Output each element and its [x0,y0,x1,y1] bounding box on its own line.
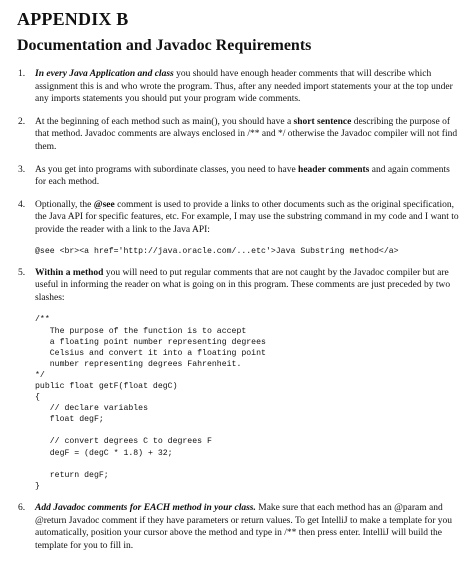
list-item [17,164,459,189]
item-body-text: and again comments for each method. [35,164,450,188]
code-line: return degF; [35,470,109,480]
item-body-text: you should have enough header comments that will describe which assignment this is and who wrote the program. Thus, after any needed import statements your at the top under any imports statements you should put your program wide comments. [35,69,453,105]
item-number: 5. [18,267,26,278]
item-body-text: you will need to put regular comments that are not caught by the Javadoc compiler but are useful in informing the reader on what is going on in this program. These comments are just preceded by two slashes: [35,267,451,303]
list-item [17,199,459,257]
list-item [17,267,459,492]
code-line: Celsius and convert it into a floating point [35,348,266,358]
item-emphasis-text: @see [93,199,115,210]
appendix-heading: APPENDIX B [17,9,129,29]
item-emphasis-text: short sentence [293,116,352,127]
list-item [17,502,459,552]
code-line: // convert degrees C to degrees F [35,437,212,447]
code-line: public float getF(float degC) [35,381,178,391]
code-line: degF = (degC * 1.8) + 32; [35,448,173,458]
item-body-text: Make sure that each method has an @param and @return Javadoc comment if they have parameters or return values. To get IntelliJ to make a template for you automatically, position your cursor above the method and type in /** then press enter. IntelliJ will build the template for you to fill in. [35,502,453,551]
item-number: 6. [18,502,26,513]
item-lead-text: Within a method [35,267,104,278]
list-item [17,116,459,154]
requirements-list [17,68,459,552]
code-line: } [35,481,40,491]
code-line: float degF; [35,415,104,425]
item-lead-text: Add Javadoc comments for EACH method in your class. [35,502,256,513]
item-number: 2. [18,116,26,127]
item-body-text: As you get into programs with subordinate classes, you need to have [35,164,299,175]
code-line [35,425,459,436]
code-line: // declare variables [35,404,149,414]
item-body-text: comment is used to provide a links to other documents such as the original specification, the Java API for specific features, etc. For example, I may use the substring command in my code and I want to provide the reader with a link to the Java API: [35,199,459,235]
list-item [17,68,459,106]
item-body-text: describing the purpose of that method. Javadoc comments are always enclosed in /** and */ otherwise the Javadoc compiler will not find them. [35,116,458,152]
code-line: The purpose of the function is to accept [35,326,247,336]
document-page [17,8,459,562]
code-line: /** [35,315,50,325]
item-body-text: Optionally, the [35,199,94,210]
code-line [35,459,459,470]
code-block [35,314,459,492]
code-line: number representing degrees Fahrenheit. [35,359,242,369]
code-line: */ [35,370,45,380]
item-emphasis-text: header comments [298,164,370,175]
item-lead-text: In every Java Application and class [35,69,174,79]
item-number: 3. [18,164,26,175]
see-tag-code-snippet: @see <br><a href='http://java.oracle.com/...etc'>Java Substring method</a> [35,246,399,256]
item-number: 1. [18,69,26,79]
code-line: a floating point number representing degrees [35,337,266,347]
item-number: 4. [18,199,26,210]
document-title: Documentation and Javadoc Requirements [17,37,312,54]
item-body-text: At the beginning of each method such as main(), you should have a [35,116,294,127]
code-line: { [35,393,40,403]
